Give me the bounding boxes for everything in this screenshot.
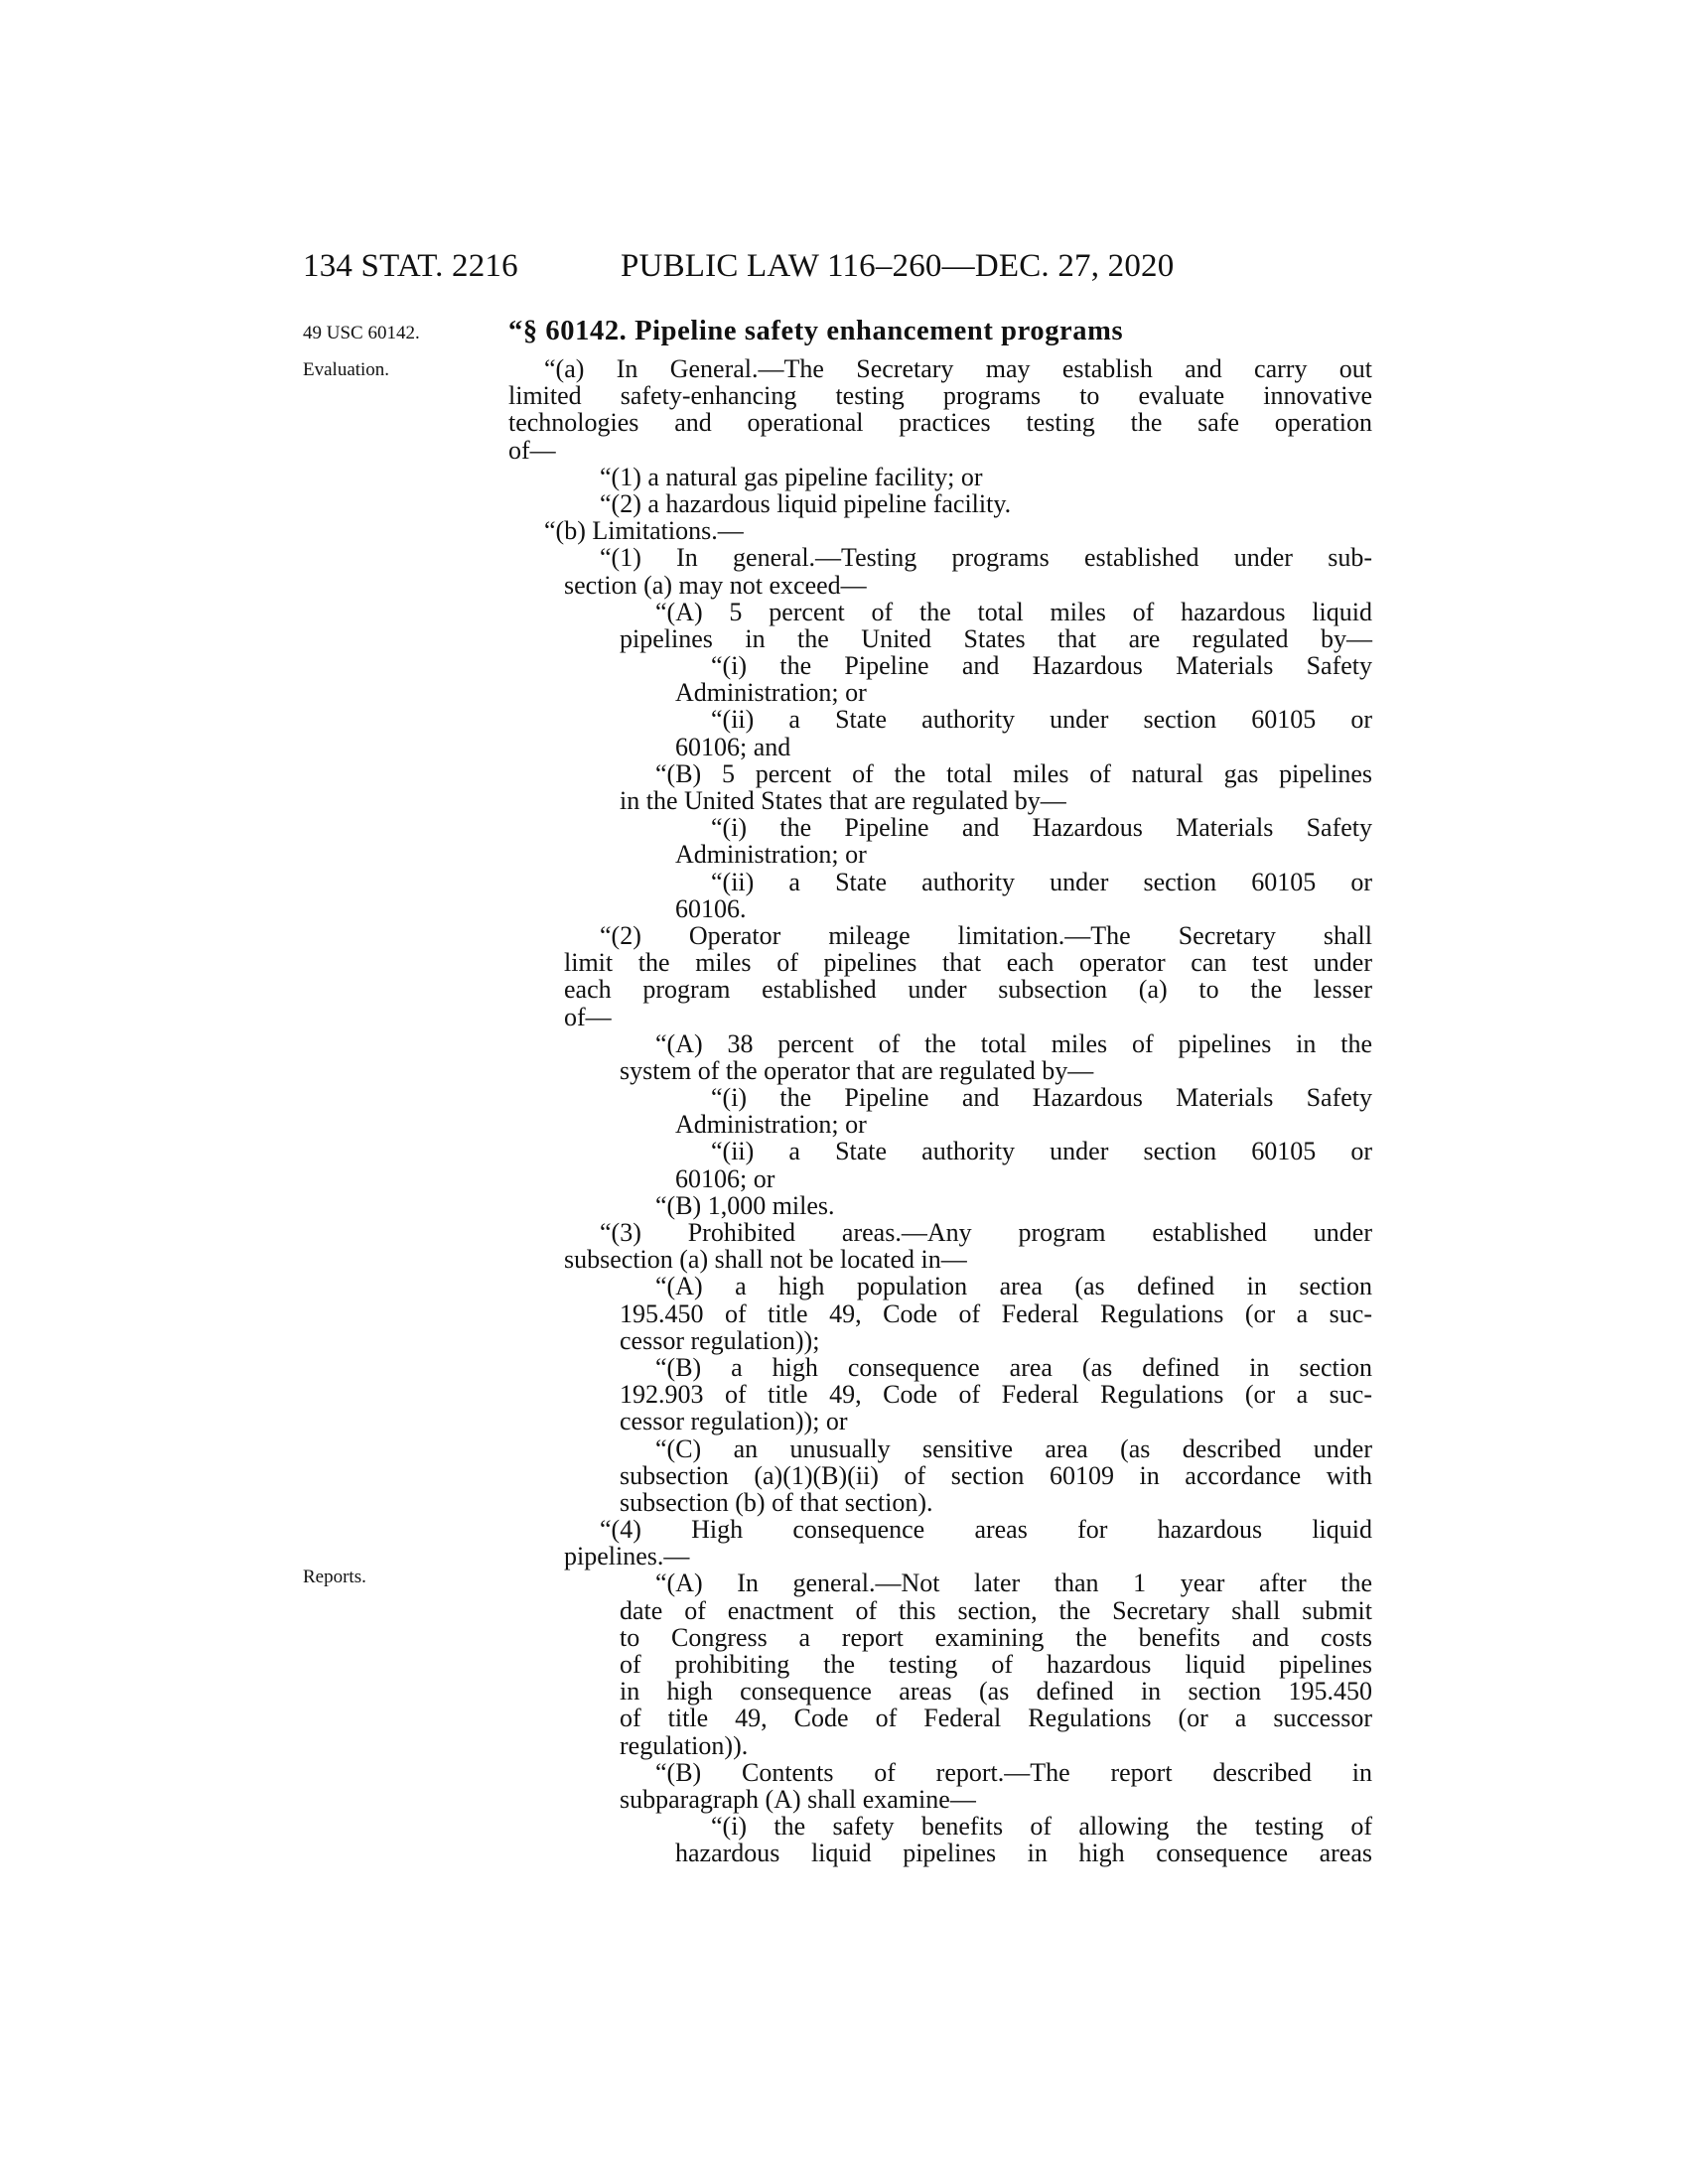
text-line: limited safety-enhancing testing programs to evaluate innovative	[508, 381, 1372, 411]
text-line: regulation)).	[620, 1730, 749, 1760]
text-line: cessor regulation)); or	[620, 1407, 848, 1436]
text-line: “(i) the safety benefits of allowing the testing of	[711, 1812, 1372, 1842]
margin-note-citation: 49 USC 60142.	[303, 323, 420, 343]
text-line: hazardous liquid pipelines in high consequence areas	[675, 1839, 1372, 1868]
statute-body	[508, 355, 1372, 1867]
text-line: “(i) the Pipeline and Hazardous Materials Safety	[711, 1083, 1372, 1113]
text-line: Administration; or	[675, 1110, 867, 1140]
text-line: “(ii) a State authority under section 60105 or	[711, 705, 1372, 735]
text-line: “(A) 38 percent of the total miles of pipelines in the	[655, 1028, 1372, 1058]
text-line: “(B) 5 percent of the total miles of natural gas pipelines	[655, 758, 1372, 788]
text-line: technologies and operational practices testing the safe operation	[508, 408, 1372, 438]
margin-note-evaluation: Evaluation.	[303, 359, 390, 380]
text-line: subparagraph (A) shall examine—	[620, 1784, 976, 1814]
text-line: “(3) Prohibited areas.—Any program established under	[600, 1218, 1372, 1247]
text-line: 60106.	[675, 893, 747, 923]
text-line: “(i) the Pipeline and Hazardous Materials Safety	[711, 813, 1372, 843]
text-line: “(a) In General.—The Secretary may establish and carry out	[544, 354, 1372, 383]
text-line: “(ii) a State authority under section 60105 or	[711, 867, 1372, 896]
text-line: 192.903 of title 49, Code of Federal Regulations (or a suc-	[620, 1380, 1372, 1410]
text-line: date of enactment of this section, the Secretary shall submit	[620, 1595, 1372, 1625]
text-line: 195.450 of title 49, Code of Federal Regulations (or a suc-	[620, 1298, 1372, 1328]
text-line: pipelines in the United States that are regulated by—	[620, 623, 1372, 653]
text-line: “(B) a high consequence area (as defined in section	[655, 1352, 1372, 1382]
text-line: “(C) an unusually sensitive area (as described under	[655, 1433, 1372, 1463]
running-head: PUBLIC LAW 116–260—DEC. 27, 2020	[621, 248, 1175, 284]
text-line: “(1) In general.—Testing programs established under sub-	[600, 543, 1372, 573]
text-line: of title 49, Code of Federal Regulations (or a successor	[620, 1704, 1372, 1733]
text-line: of—	[508, 435, 556, 465]
text-line: 60106; and	[675, 732, 791, 761]
text-line: subsection (a) shall not be located in—	[564, 1245, 967, 1275]
text-line: “(A) In general.—Not later than 1 year after the	[655, 1569, 1372, 1598]
text-line: system of the operator that are regulated by—	[620, 1055, 1094, 1085]
text-line: “(i) the Pipeline and Hazardous Materials Safety	[711, 651, 1372, 681]
text-line: “(A) 5 percent of the total miles of hazardous liquid	[655, 597, 1372, 626]
text-line: limit the miles of pipelines that each operator can test under	[564, 948, 1372, 978]
section-title: “§ 60142. Pipeline safety enhancement programs	[508, 316, 1124, 346]
page-number: 134 STAT. 2216	[303, 248, 518, 284]
text-line: 60106; or	[675, 1163, 775, 1193]
margin-note-reports: Reports.	[303, 1567, 366, 1587]
text-line: “(ii) a State authority under section 60105 or	[711, 1137, 1372, 1166]
text-line: “(B) 1,000 miles.	[655, 1190, 835, 1220]
text-line: subsection (b) of that section).	[620, 1487, 933, 1517]
text-line: “(4) High consequence areas for hazardous liquid	[600, 1515, 1372, 1545]
text-line: subsection (a)(1)(B)(ii) of section 60109 in accordance with	[620, 1460, 1372, 1490]
text-line: to Congress a report examining the benefits and costs	[620, 1622, 1372, 1652]
text-line: pipelines.—	[564, 1542, 690, 1571]
text-line: “(2) a hazardous liquid pipeline facility.	[600, 488, 1012, 518]
text-line: Administration; or	[675, 840, 867, 870]
text-line: section (a) may not exceed—	[564, 570, 867, 600]
text-line: of—	[564, 1002, 612, 1031]
text-line: each program established under subsection (a) to the lesser	[564, 975, 1372, 1005]
text-line: “(1) a natural gas pipeline facility; or	[600, 462, 983, 491]
text-line: in the United States that are regulated by—	[620, 786, 1066, 815]
text-line: of prohibiting the testing of hazardous liquid pipelines	[620, 1650, 1372, 1679]
text-line: in high consequence areas (as defined in section 195.450	[620, 1677, 1372, 1706]
text-line: “(B) Contents of report.—The report described in	[655, 1757, 1372, 1787]
text-line: Administration; or	[675, 678, 867, 708]
text-line: cessor regulation));	[620, 1325, 820, 1355]
text-line: “(A) a high population area (as defined in section	[655, 1272, 1372, 1301]
text-line: “(b) Limitations.—	[544, 516, 744, 546]
text-line: “(2) Operator mileage limitation.—The Secretary shall	[600, 920, 1372, 950]
